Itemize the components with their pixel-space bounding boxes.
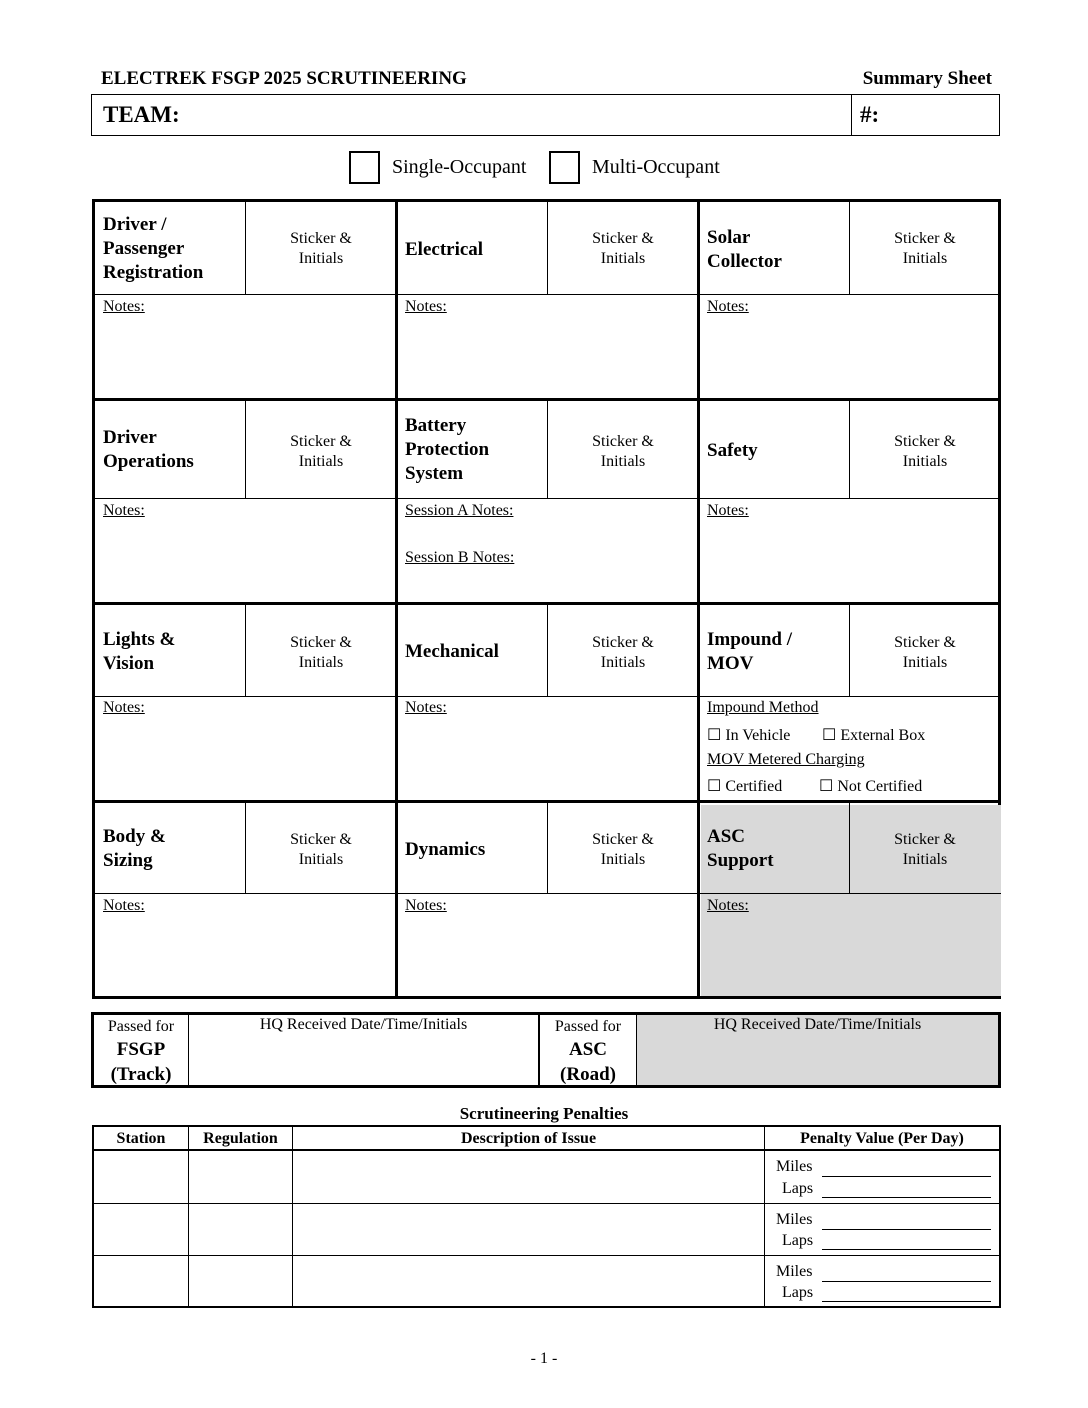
sticker-initials-box[interactable] bbox=[850, 229, 1000, 269]
notes-label: Notes: bbox=[405, 298, 447, 315]
station-label-line: Solar bbox=[707, 227, 751, 248]
sticker-text: Sticker & bbox=[290, 433, 352, 450]
single-occupant-label: Single-Occupant bbox=[392, 156, 527, 178]
sticker-text: Initials bbox=[902, 654, 948, 671]
laps-label: Laps bbox=[782, 1284, 814, 1301]
station-body-sizing bbox=[103, 825, 166, 873]
sticker-text: Initials bbox=[902, 250, 948, 267]
station-safety bbox=[707, 439, 758, 463]
summary-sheet-label: Summary Sheet bbox=[862, 68, 992, 89]
multi-occupant-label: Multi-Occupant bbox=[592, 156, 720, 178]
sticker-text: Sticker & bbox=[894, 634, 956, 651]
notes-label: Notes: bbox=[103, 502, 145, 519]
grid-col-divider-2 bbox=[697, 202, 700, 996]
sticker-initials-box[interactable] bbox=[246, 229, 396, 269]
station-label-line: Impound / bbox=[707, 629, 793, 650]
pen-header-description: Description of Issue bbox=[460, 1130, 597, 1147]
station-label-line: Driver bbox=[103, 427, 157, 448]
sticker-text: Initials bbox=[600, 654, 646, 671]
single-occupant-checkbox[interactable] bbox=[349, 151, 380, 184]
team-divider bbox=[851, 95, 852, 135]
station-electrical bbox=[405, 238, 483, 262]
station-label-line: Vision bbox=[103, 653, 155, 674]
hq-received-asc[interactable]: HQ Received Date/Time/Initials bbox=[713, 1016, 922, 1033]
station-mechanical bbox=[405, 640, 499, 664]
road-text: (Road) bbox=[560, 1064, 616, 1085]
fsgp-text: FSGP bbox=[116, 1039, 166, 1060]
station-label-line: Battery bbox=[405, 415, 467, 436]
row4-header-line bbox=[95, 893, 1001, 894]
pen-header-regulation: Regulation bbox=[203, 1130, 278, 1147]
station-label-line: Dynamics bbox=[405, 839, 486, 860]
sticker-initials-box[interactable] bbox=[548, 830, 698, 870]
session-b-notes-label: Session B Notes: bbox=[405, 549, 515, 566]
pen-header-line bbox=[94, 1149, 999, 1151]
station-solar-collector bbox=[707, 226, 782, 274]
pen-col-divider-2 bbox=[292, 1127, 293, 1306]
sticker-text: Initials bbox=[600, 250, 646, 267]
station-label-line: Lights & bbox=[103, 629, 176, 650]
miles-label: Miles bbox=[776, 1263, 813, 1280]
laps-field[interactable] bbox=[822, 1249, 991, 1250]
page-number: - 1 - bbox=[530, 1350, 558, 1367]
sticker-text: Initials bbox=[902, 851, 948, 868]
sticker-initials-box[interactable] bbox=[850, 830, 1000, 870]
miles-label: Miles bbox=[776, 1211, 813, 1228]
sticker-initials-box[interactable] bbox=[246, 432, 396, 472]
grid-col-divider-1 bbox=[395, 202, 398, 996]
station-label-line: Passenger bbox=[103, 238, 185, 259]
notes-label: Notes: bbox=[103, 298, 145, 315]
pen-header-station: Station bbox=[116, 1130, 166, 1147]
station-driver-passenger-registration bbox=[103, 213, 203, 285]
track-text: (Track) bbox=[110, 1064, 172, 1085]
sticker-text: Initials bbox=[600, 453, 646, 470]
sticker-text: Sticker & bbox=[290, 230, 352, 247]
sticker-text: Sticker & bbox=[592, 230, 654, 247]
penalties-title: Scrutineering Penalties bbox=[459, 1104, 629, 1123]
asc-road-label bbox=[540, 1037, 636, 1087]
laps-label: Laps bbox=[782, 1232, 814, 1249]
notes-label: Notes: bbox=[405, 699, 447, 716]
sticker-text: Sticker & bbox=[894, 831, 956, 848]
sticker-text: Initials bbox=[298, 851, 344, 868]
row1-header-line bbox=[95, 294, 1001, 295]
station-label-line: Registration bbox=[103, 262, 204, 283]
sticker-initials-box[interactable] bbox=[548, 633, 698, 673]
penalties-table bbox=[92, 1125, 1001, 1308]
station-lights-vision bbox=[103, 628, 175, 676]
row3-header-line bbox=[95, 696, 1001, 697]
station-label-line: Electrical bbox=[405, 239, 484, 260]
sticker-text: Initials bbox=[298, 453, 344, 470]
sticker-initials-box[interactable] bbox=[850, 432, 1000, 472]
certified-option[interactable]: ☐ Certified bbox=[707, 778, 783, 795]
notes-label: Notes: bbox=[707, 502, 749, 519]
station-label-line: Mechanical bbox=[405, 641, 499, 662]
row2-header-line bbox=[95, 498, 1001, 499]
station-label-line: ASC bbox=[707, 826, 746, 847]
station-label-line: Safety bbox=[707, 440, 758, 461]
station-battery-protection-system bbox=[405, 414, 489, 486]
station-driver-operations bbox=[103, 426, 194, 474]
station-label-line: Driver / bbox=[103, 214, 167, 235]
team-label: TEAM: bbox=[103, 102, 180, 127]
pen-row-line-2 bbox=[94, 1255, 999, 1256]
laps-label: Laps bbox=[782, 1180, 814, 1197]
sticker-initials-box[interactable] bbox=[850, 633, 1000, 673]
team-number-label: #: bbox=[860, 102, 880, 127]
sticker-text: Sticker & bbox=[894, 433, 956, 450]
sticker-text: Initials bbox=[298, 654, 344, 671]
station-label-line: Sizing bbox=[103, 850, 153, 871]
station-label-line: Operations bbox=[103, 451, 194, 472]
fsgp-track-label bbox=[94, 1037, 188, 1087]
station-label-line: System bbox=[405, 463, 464, 484]
pen-col-divider-3 bbox=[764, 1127, 765, 1306]
form-title: ELECTREK FSGP 2025 SCRUTINEERING bbox=[101, 68, 467, 89]
in-vehicle-option[interactable]: ☐ In Vehicle bbox=[707, 727, 791, 744]
pen-header-penalty: Penalty Value (Per Day) bbox=[800, 1130, 964, 1147]
impound-method-label: Impound Method bbox=[707, 699, 819, 716]
pen-row-line-1 bbox=[94, 1203, 999, 1204]
sticker-text: Initials bbox=[902, 453, 948, 470]
session-a-notes-label: Session A Notes: bbox=[405, 502, 514, 519]
station-label-line: MOV bbox=[707, 653, 754, 674]
sticker-initials-box[interactable] bbox=[548, 229, 698, 269]
station-dynamics bbox=[405, 838, 485, 862]
passed-for-fsgp-label: Passed for bbox=[107, 1018, 175, 1035]
mov-charging-label: MOV Metered Charging bbox=[707, 751, 865, 768]
station-label-line: Collector bbox=[707, 251, 782, 272]
notes-label: Notes: bbox=[707, 298, 749, 315]
station-label-line: Body & bbox=[103, 826, 166, 847]
laps-field[interactable] bbox=[822, 1301, 991, 1302]
notes-label: Notes: bbox=[405, 897, 447, 914]
miles-label: Miles bbox=[776, 1158, 813, 1175]
laps-field[interactable] bbox=[822, 1197, 991, 1198]
station-impound-mov bbox=[707, 628, 792, 676]
miles-field[interactable] bbox=[822, 1229, 991, 1230]
sticker-text: Sticker & bbox=[592, 634, 654, 651]
sticker-text: Sticker & bbox=[290, 634, 352, 651]
station-label-line: Support bbox=[707, 850, 774, 871]
sticker-initials-box[interactable] bbox=[548, 432, 698, 472]
notes-label: Notes: bbox=[103, 897, 145, 914]
sticker-text: Sticker & bbox=[592, 831, 654, 848]
sticker-text: Initials bbox=[298, 250, 344, 267]
not-certified-option[interactable]: ☐ Not Certified bbox=[819, 778, 923, 795]
station-grid bbox=[92, 199, 1001, 999]
sticker-initials-box[interactable] bbox=[246, 633, 396, 673]
asc-text: ASC bbox=[568, 1039, 607, 1060]
notes-label: Notes: bbox=[707, 897, 749, 914]
miles-field[interactable] bbox=[822, 1176, 991, 1177]
notes-label: Notes: bbox=[103, 699, 145, 716]
station-asc-support bbox=[707, 825, 774, 873]
sticker-initials-box[interactable] bbox=[246, 830, 396, 870]
sticker-text: Initials bbox=[600, 851, 646, 868]
external-box-option[interactable]: ☐ External Box bbox=[822, 727, 926, 744]
passed-for-asc-label: Passed for bbox=[554, 1018, 622, 1035]
team-box bbox=[91, 94, 1000, 136]
sticker-text: Sticker & bbox=[592, 433, 654, 450]
hq-received-fsgp[interactable]: HQ Received Date/Time/Initials bbox=[259, 1016, 468, 1033]
sticker-text: Sticker & bbox=[290, 831, 352, 848]
multi-occupant-checkbox[interactable] bbox=[549, 151, 580, 184]
pen-col-divider-1 bbox=[188, 1127, 189, 1306]
station-label-line: Protection bbox=[405, 439, 490, 460]
miles-field[interactable] bbox=[822, 1281, 991, 1282]
sticker-text: Sticker & bbox=[894, 230, 956, 247]
pass-row bbox=[91, 1012, 1001, 1088]
